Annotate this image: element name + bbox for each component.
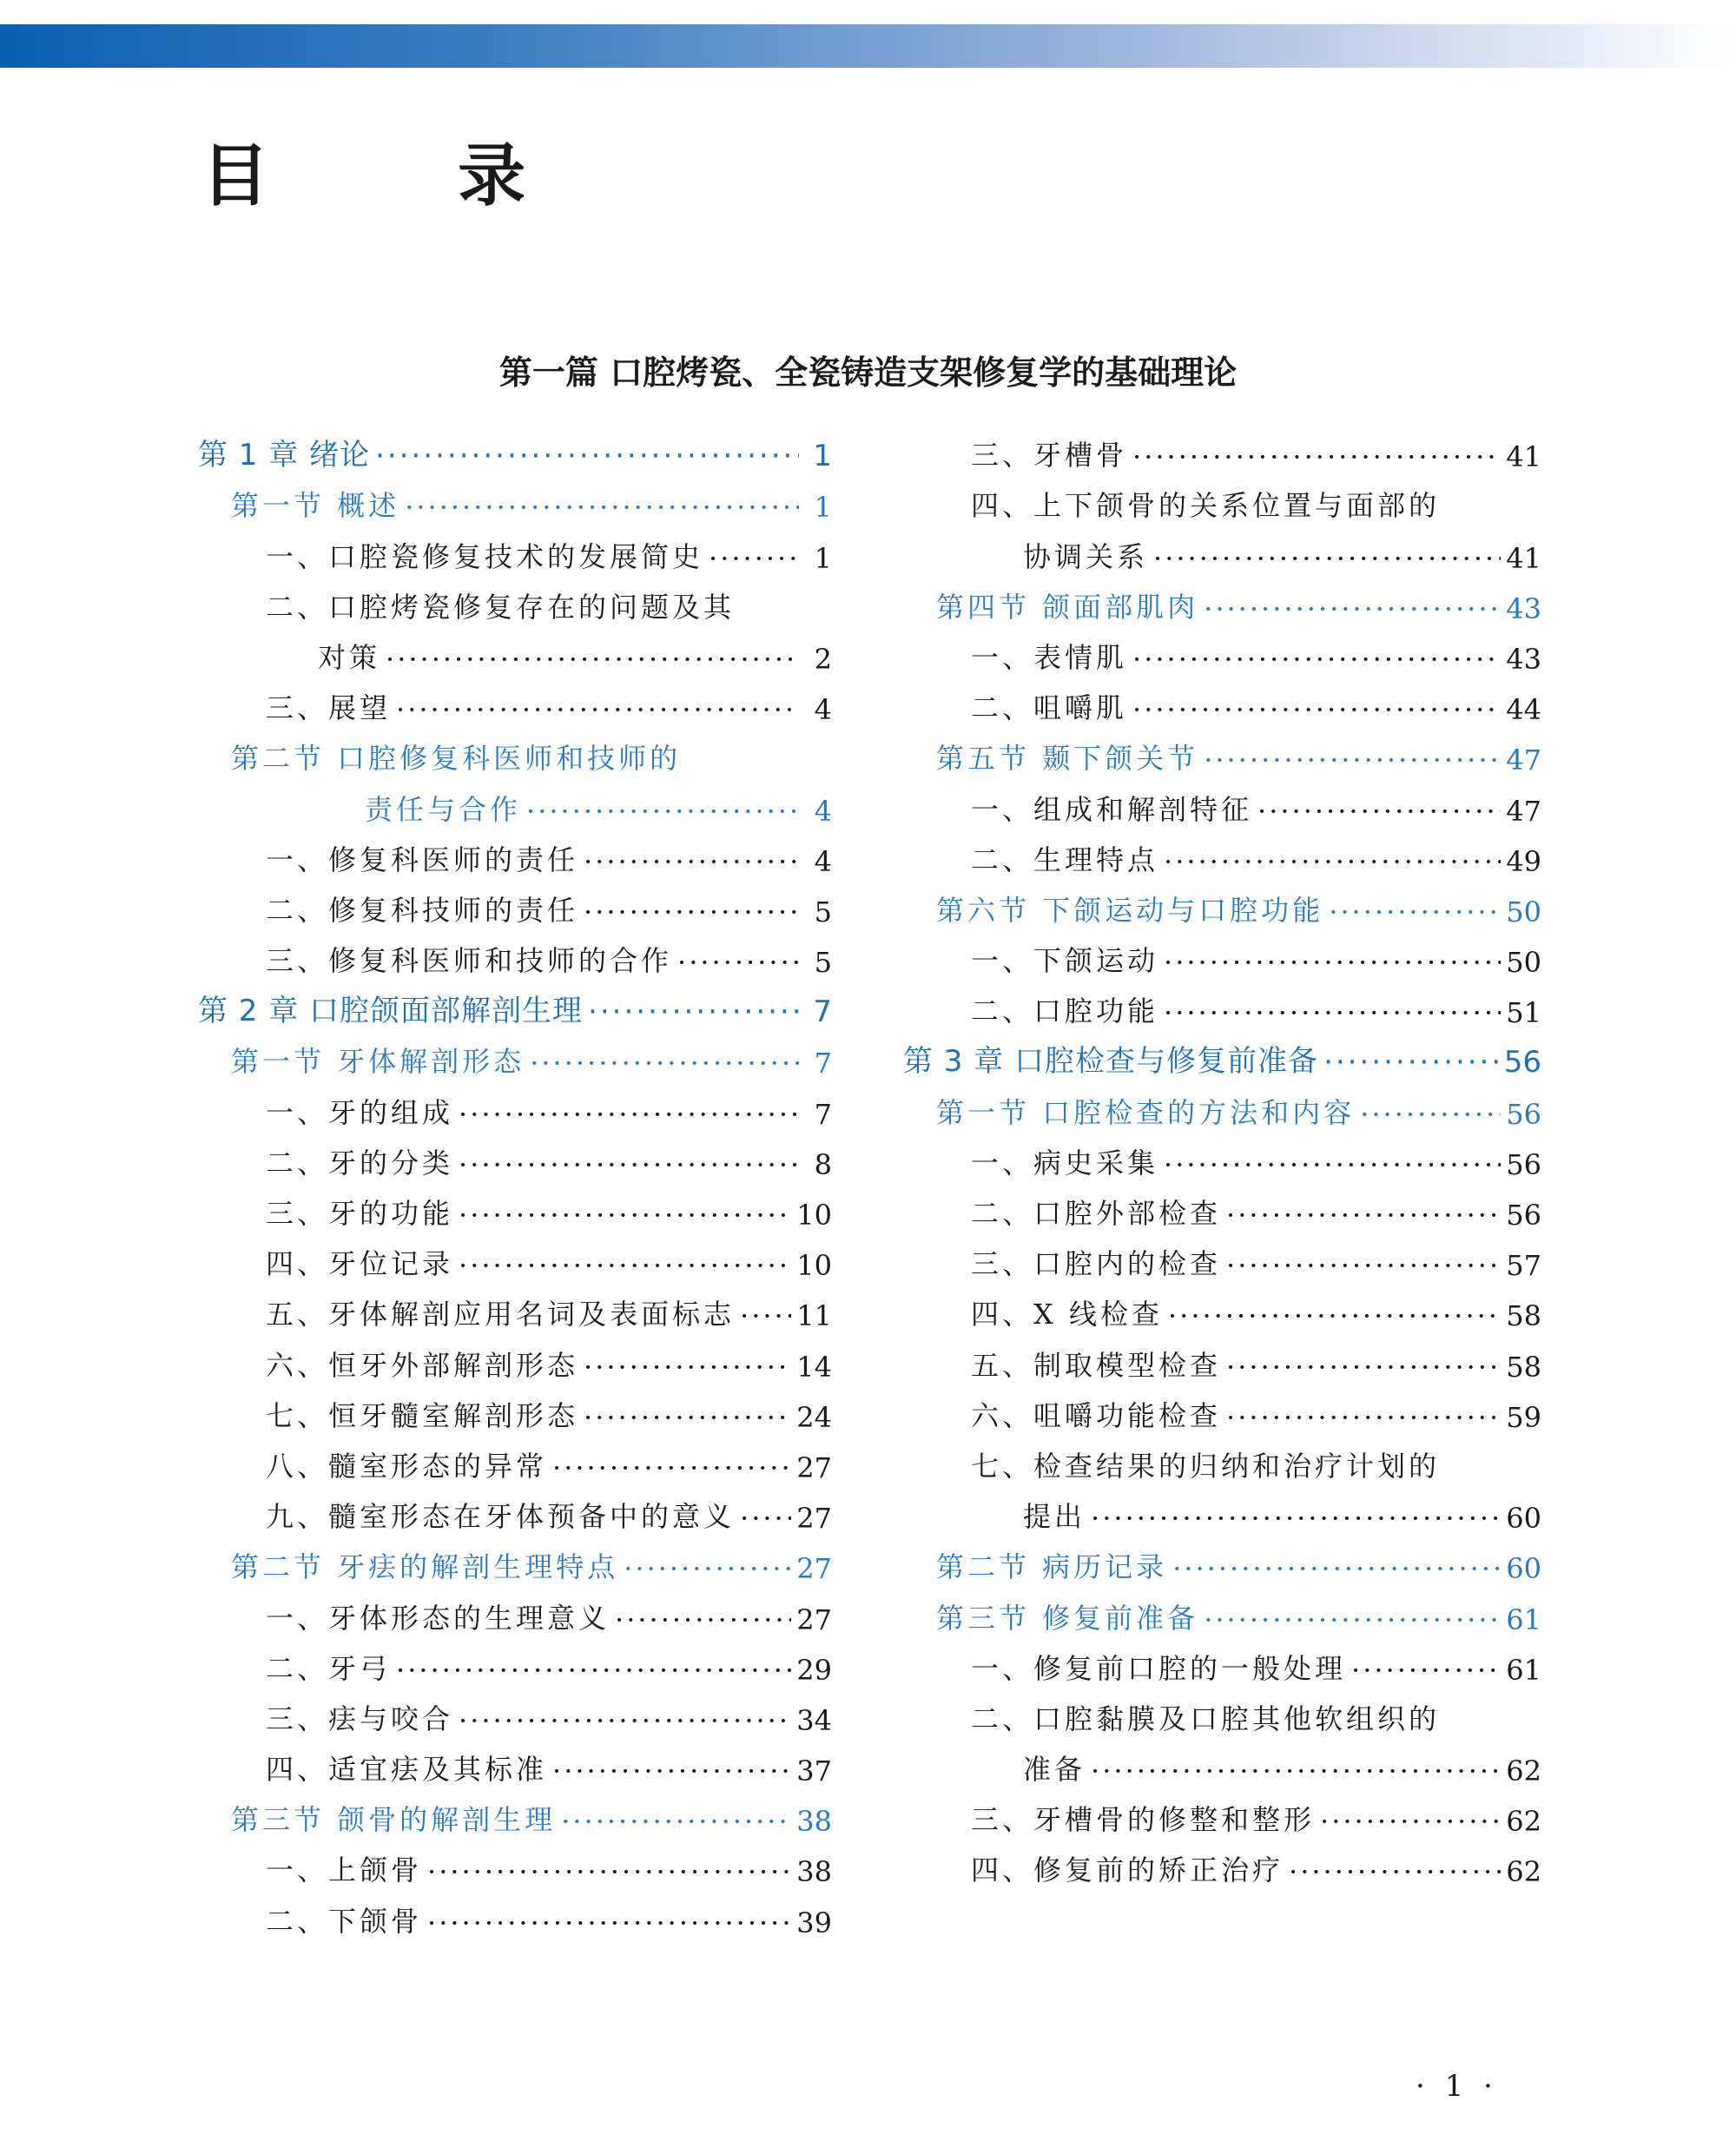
toc-leader-dots <box>1132 440 1501 473</box>
toc-entry-page: 27 <box>796 1552 832 1586</box>
toc-entry[interactable] <box>903 625 1541 676</box>
toc-leader-dots <box>1360 1098 1501 1131</box>
toc-entry-page: 10 <box>796 1249 832 1283</box>
toc-entry-label: 第二节 牙㾀的解剖生理特点 <box>231 1550 619 1584</box>
toc-leader-dots <box>1226 1401 1501 1434</box>
toc-leader-dots <box>552 1754 791 1787</box>
toc-leader-dots <box>396 1654 791 1687</box>
toc-entry-page: 7 <box>813 995 832 1030</box>
toc-leader-dots <box>1132 643 1501 676</box>
toc-leader-dots <box>459 1249 791 1282</box>
toc-entry[interactable] <box>198 1332 832 1383</box>
toc-entry-label: 七、检查结果的归纳和治疗计划的 <box>971 1449 1441 1483</box>
toc-entry[interactable] <box>198 1131 832 1181</box>
toc-entry[interactable] <box>198 676 832 726</box>
toc-entry[interactable] <box>198 575 832 625</box>
toc-leader-dots <box>624 1552 791 1585</box>
toc-entry[interactable] <box>903 1585 1541 1635</box>
toc-leader-dots <box>1164 946 1501 979</box>
toc-entry-page: 44 <box>1506 693 1541 727</box>
toc-entry[interactable] <box>903 524 1541 574</box>
toc-entry[interactable] <box>903 1535 1541 1585</box>
toc-entry-page: 57 <box>1506 1249 1541 1283</box>
toc-entry-label: 第一节 口腔检查的方法和内容 <box>936 1095 1356 1129</box>
toc-leader-dots <box>1226 1199 1501 1232</box>
toc-entry-label: 一、修复科医师的责任 <box>266 843 579 876</box>
toc-leader-dots <box>1351 1654 1501 1687</box>
toc-leader-dots <box>1132 693 1501 726</box>
toc-entry-label: 第一节 概述 <box>231 489 400 523</box>
toc-leader-dots <box>375 439 799 473</box>
toc-entry-page: 5 <box>814 946 832 980</box>
toc-entry-label: 三、㾀与咬合 <box>266 1702 454 1735</box>
toc-entry-label: 准备 <box>1023 1753 1086 1787</box>
toc-entry-label: 三、牙槽骨的修整和整形 <box>971 1803 1316 1837</box>
page-title: 目 录 <box>201 137 609 215</box>
toc-leader-dots <box>584 1401 791 1434</box>
toc-entry-label: 第 2 章 口腔颌面部解剖生理 <box>198 994 584 1029</box>
header-gradient-bar <box>0 24 1736 68</box>
toc-entry[interactable] <box>903 676 1541 726</box>
toc-entry[interactable] <box>198 1888 832 1939</box>
toc-leader-dots <box>1289 1855 1501 1888</box>
toc-leader-dots <box>386 643 799 676</box>
toc-leader-dots <box>677 946 799 979</box>
toc-entry-label: 第六节 下颌运动与口腔功能 <box>936 893 1324 927</box>
toc-entry-page: 62 <box>1506 1805 1541 1839</box>
toc-entry-label: 第 1 章 绪论 <box>198 438 371 473</box>
toc-entry[interactable] <box>198 1029 832 1080</box>
toc-entry-label: 二、牙弓 <box>266 1651 392 1685</box>
toc-entry[interactable] <box>903 1434 1541 1484</box>
toc-entry[interactable] <box>903 878 1541 928</box>
toc-entry[interactable] <box>903 1131 1541 1181</box>
toc-entry-label: 三、牙槽骨 <box>971 439 1128 472</box>
toc-entry[interactable] <box>198 524 832 574</box>
toc-leader-dots <box>459 1199 791 1232</box>
toc-leader-dots <box>584 845 799 878</box>
toc-entry-label: 三、修复科医师和技师的合作 <box>266 944 673 978</box>
toc-entry[interactable] <box>903 776 1541 827</box>
toc-entry-page: 4 <box>814 844 832 878</box>
toc-entry-label: 二、生理特点 <box>971 843 1159 876</box>
toc-entry[interactable] <box>198 878 832 928</box>
toc-entry-page: 43 <box>1506 642 1541 676</box>
toc-entry-page: 50 <box>1506 946 1541 980</box>
toc-entry[interactable] <box>198 828 832 878</box>
toc-entry-page: 60 <box>1506 1502 1541 1536</box>
toc-leader-dots <box>530 1047 799 1080</box>
toc-entry-label: 一、口腔瓷修复技术的发展简史 <box>266 539 704 573</box>
toc-leader-dots <box>584 895 799 928</box>
toc-entry-label: 八、髓室形态的异常 <box>266 1449 548 1483</box>
toc-entry[interactable] <box>903 1080 1541 1130</box>
toc-entry[interactable] <box>903 1029 1541 1080</box>
toc-entry-label: 二、修复科技师的责任 <box>266 893 579 927</box>
toc-entry[interactable] <box>198 1535 832 1585</box>
toc-entry[interactable] <box>198 1282 832 1332</box>
toc-entry[interactable] <box>198 1787 832 1838</box>
toc-entry-label: 九、髓室形态在牙体预备中的意义 <box>266 1500 736 1534</box>
toc-leader-dots <box>1323 1045 1499 1080</box>
toc-entry[interactable] <box>198 1484 832 1535</box>
toc-leader-dots <box>1091 1754 1501 1787</box>
toc-entry[interactable] <box>903 423 1541 473</box>
toc-entry-label: 第二节 病历记录 <box>936 1550 1168 1584</box>
toc-entry-page: 10 <box>796 1199 832 1232</box>
toc-entry-label: 协调关系 <box>1023 539 1149 573</box>
toc-entry-label: 四、适宜㾀及其标准 <box>266 1753 548 1787</box>
toc-leader-dots <box>1164 1148 1501 1181</box>
toc-entry[interactable] <box>903 1737 1541 1787</box>
toc-entry[interactable] <box>903 473 1541 524</box>
toc-entry[interactable] <box>198 1384 832 1434</box>
toc-entry-page: 1 <box>813 439 832 474</box>
toc-entry[interactable] <box>903 1282 1541 1332</box>
toc-entry-page: 61 <box>1506 1602 1541 1636</box>
toc-entry-page: 34 <box>796 1703 832 1737</box>
toc-entry-page: 58 <box>1506 1299 1541 1333</box>
toc-entry-label: 二、口腔外部检查 <box>971 1197 1222 1230</box>
toc-leader-dots <box>1204 1603 1501 1636</box>
toc-entry-label: 第一节 牙体解剖形态 <box>231 1045 525 1079</box>
toc-leader-dots <box>1091 1502 1501 1535</box>
toc-leader-dots <box>1204 743 1501 776</box>
toc-left-column <box>198 423 832 1939</box>
toc-leader-dots <box>427 1906 791 1939</box>
toc-entry-label: 一、牙体形态的生理意义 <box>266 1601 611 1635</box>
toc-entry-page: 39 <box>796 1906 832 1939</box>
toc-entry-label: 四、上下颌骨的关系位置与面部的 <box>971 489 1441 523</box>
toc-entry-page: 41 <box>1506 440 1541 474</box>
toc-entry[interactable] <box>198 1687 832 1737</box>
toc-entry[interactable] <box>903 575 1541 625</box>
toc-entry-page: 56 <box>1506 1199 1541 1232</box>
toc-entry-page: 1 <box>814 541 832 575</box>
toc-entry-label: 六、咀嚼功能检查 <box>971 1398 1222 1432</box>
toc-entry[interactable] <box>198 1737 832 1787</box>
toc-entry[interactable] <box>198 423 832 473</box>
toc-entry-page: 27 <box>796 1602 832 1636</box>
toc-entry-page: 56 <box>1506 1097 1541 1131</box>
toc-entry[interactable] <box>903 1232 1541 1282</box>
toc-entry-page: 11 <box>796 1299 832 1333</box>
toc-leader-dots <box>396 693 799 726</box>
toc-entry-page: 41 <box>1506 541 1541 575</box>
toc-entry-label: 责任与合作 <box>365 792 522 826</box>
toc-leader-dots <box>588 995 799 1029</box>
toc-entry[interactable] <box>903 1787 1541 1838</box>
toc-entry-page: 49 <box>1506 844 1541 878</box>
toc-entry-page: 8 <box>814 1147 832 1181</box>
toc-entry-label: 四、牙位记录 <box>266 1247 454 1281</box>
part-title: 第一篇 口腔烤瓷、全瓷铸造支架修复学的基础理论 <box>498 353 1238 392</box>
toc-leader-dots <box>1329 895 1501 928</box>
toc-leader-dots <box>459 1704 791 1737</box>
toc-entry[interactable] <box>198 1636 832 1687</box>
toc-entry[interactable] <box>198 1585 832 1635</box>
toc-entry-label: 第 3 章 口腔检查与修复前准备 <box>903 1044 1319 1080</box>
toc-entry-label: 对策 <box>318 640 381 674</box>
toc-leader-dots <box>1226 1351 1501 1384</box>
toc-entry[interactable] <box>903 1332 1541 1383</box>
toc-entry-label: 一、病史采集 <box>971 1146 1159 1180</box>
toc-entry[interactable] <box>903 1181 1541 1232</box>
toc-entry[interactable] <box>198 726 832 776</box>
toc-leader-dots <box>459 1148 799 1181</box>
toc-entry-label: 三、展望 <box>266 691 392 725</box>
toc-entry-page: 62 <box>1506 1754 1541 1788</box>
toc-entry[interactable] <box>198 625 832 676</box>
toc-entry-page: 61 <box>1506 1653 1541 1687</box>
toc-leader-dots <box>552 1451 791 1484</box>
toc-entry-label: 六、恒牙外部解剖形态 <box>266 1348 579 1382</box>
toc-entry-page: 24 <box>796 1400 832 1434</box>
toc-entry-label: 五、牙体解剖应用名词及表面标志 <box>266 1298 736 1332</box>
toc-entry[interactable] <box>198 1838 832 1888</box>
toc-entry-page: 62 <box>1506 1855 1541 1889</box>
toc-entry-label: 七、恒牙髓室解剖形态 <box>266 1398 579 1432</box>
toc-entry-label: 一、上颌骨 <box>266 1854 423 1887</box>
toc-right-column <box>903 423 1541 1888</box>
toc-entry-label: 四、修复前的矫正治疗 <box>971 1854 1284 1887</box>
toc-entry-page: 2 <box>814 642 832 676</box>
toc-leader-dots <box>526 795 799 828</box>
toc-entry[interactable] <box>198 776 832 827</box>
toc-entry-label: 提出 <box>1023 1500 1086 1534</box>
toc-entry-page: 38 <box>796 1805 832 1839</box>
toc-leader-dots <box>1164 996 1501 1029</box>
toc-entry-page: 47 <box>1506 794 1541 828</box>
toc-entry-page: 5 <box>814 895 832 928</box>
toc-entry[interactable] <box>903 1687 1541 1737</box>
toc-entry[interactable] <box>198 1434 832 1484</box>
toc-entry[interactable] <box>903 828 1541 878</box>
toc-entry-page: 27 <box>796 1502 832 1536</box>
toc-entry-label: 第四节 颌面部肌肉 <box>936 590 1199 624</box>
toc-entry-label: 二、口腔黏膜及口腔其他软组织的 <box>971 1702 1441 1735</box>
toc-entry-label: 四、X 线检查 <box>971 1298 1163 1332</box>
toc-entry-page: 7 <box>814 1097 832 1131</box>
toc-entry-label: 二、口腔烤瓷修复存在的问题及其 <box>266 590 736 624</box>
toc-entry-label: 二、口腔功能 <box>971 995 1159 1028</box>
toc-entry-page: 4 <box>814 693 832 727</box>
toc-entry-page: 1 <box>814 491 832 525</box>
toc-entry-label: 第三节 修复前准备 <box>936 1601 1199 1635</box>
toc-entry[interactable] <box>198 1232 832 1282</box>
toc-leader-dots <box>1257 795 1501 828</box>
toc-entry-label: 一、牙的组成 <box>266 1095 454 1129</box>
toc-entry-page: 4 <box>814 794 832 828</box>
toc-entry-page: 27 <box>796 1450 832 1484</box>
toc-entry-page: 60 <box>1506 1552 1541 1586</box>
toc-entry-label: 一、组成和解剖特征 <box>971 792 1253 826</box>
toc-entry[interactable] <box>903 928 1541 979</box>
toc-entry-page: 47 <box>1506 743 1541 777</box>
toc-entry-label: 一、下颌运动 <box>971 944 1159 978</box>
toc-entry-page: 58 <box>1506 1350 1541 1384</box>
toc-leader-dots <box>427 1855 791 1888</box>
toc-entry[interactable] <box>198 473 832 524</box>
toc-entry-page: 29 <box>796 1653 832 1687</box>
toc-entry-page: 37 <box>796 1754 832 1788</box>
toc-entry[interactable] <box>903 726 1541 776</box>
toc-entry[interactable] <box>903 1384 1541 1434</box>
toc-leader-dots <box>1164 845 1501 878</box>
toc-entry-label: 第五节 颞下颌关节 <box>936 742 1199 776</box>
toc-entry[interactable] <box>198 979 832 1029</box>
toc-entry-label: 三、口腔内的检查 <box>971 1247 1222 1281</box>
toc-entry[interactable] <box>903 1484 1541 1535</box>
toc-leader-dots <box>584 1351 791 1384</box>
toc-leader-dots <box>1226 1249 1501 1282</box>
toc-leader-dots <box>740 1299 791 1332</box>
toc-entry-label: 一、表情肌 <box>971 640 1128 674</box>
toc-entry[interactable] <box>903 1838 1541 1888</box>
toc-entry-label: 二、牙的分类 <box>266 1146 454 1180</box>
toc-entry-page: 7 <box>814 1047 832 1080</box>
toc-entry-label: 第三节 颌骨的解剖生理 <box>231 1803 557 1837</box>
toc-leader-dots <box>1168 1299 1501 1332</box>
toc-entry-label: 三、牙的功能 <box>266 1197 454 1230</box>
toc-leader-dots <box>615 1603 791 1636</box>
toc-leader-dots <box>561 1805 791 1838</box>
toc-entry-label: 二、下颌骨 <box>266 1904 423 1938</box>
toc-entry[interactable] <box>903 979 1541 1029</box>
toc-leader-dots <box>709 542 799 575</box>
toc-entry-page: 56 <box>1503 1045 1541 1080</box>
toc-entry-label: 第二节 口腔修复科医师和技师的 <box>231 742 682 776</box>
toc-entry[interactable] <box>198 928 832 979</box>
toc-entry-page: 43 <box>1506 591 1541 625</box>
toc-entry[interactable] <box>903 1636 1541 1687</box>
toc-entry-page: 51 <box>1506 996 1541 1030</box>
toc-leader-dots <box>1153 542 1501 575</box>
toc-leader-dots <box>1204 592 1501 625</box>
toc-entry-page: 56 <box>1506 1147 1541 1181</box>
toc-entry-label: 二、咀嚼肌 <box>971 691 1128 725</box>
toc-entry-page: 38 <box>796 1855 832 1889</box>
toc-leader-dots <box>740 1502 791 1535</box>
toc-entry[interactable] <box>198 1080 832 1130</box>
toc-entry[interactable] <box>198 1181 832 1232</box>
page-number: · 1 · <box>1416 2069 1498 2104</box>
toc-leader-dots <box>459 1098 799 1131</box>
toc-entry-page: 59 <box>1506 1400 1541 1434</box>
toc-entry-label: 五、制取模型检查 <box>971 1348 1222 1382</box>
toc-leader-dots <box>1172 1552 1501 1585</box>
toc-leader-dots <box>1320 1805 1501 1838</box>
toc-entry-page: 50 <box>1506 895 1541 928</box>
toc-leader-dots <box>405 491 799 524</box>
toc-entry-page: 14 <box>796 1350 832 1384</box>
toc-entry-label: 一、修复前口腔的一般处理 <box>971 1651 1347 1685</box>
